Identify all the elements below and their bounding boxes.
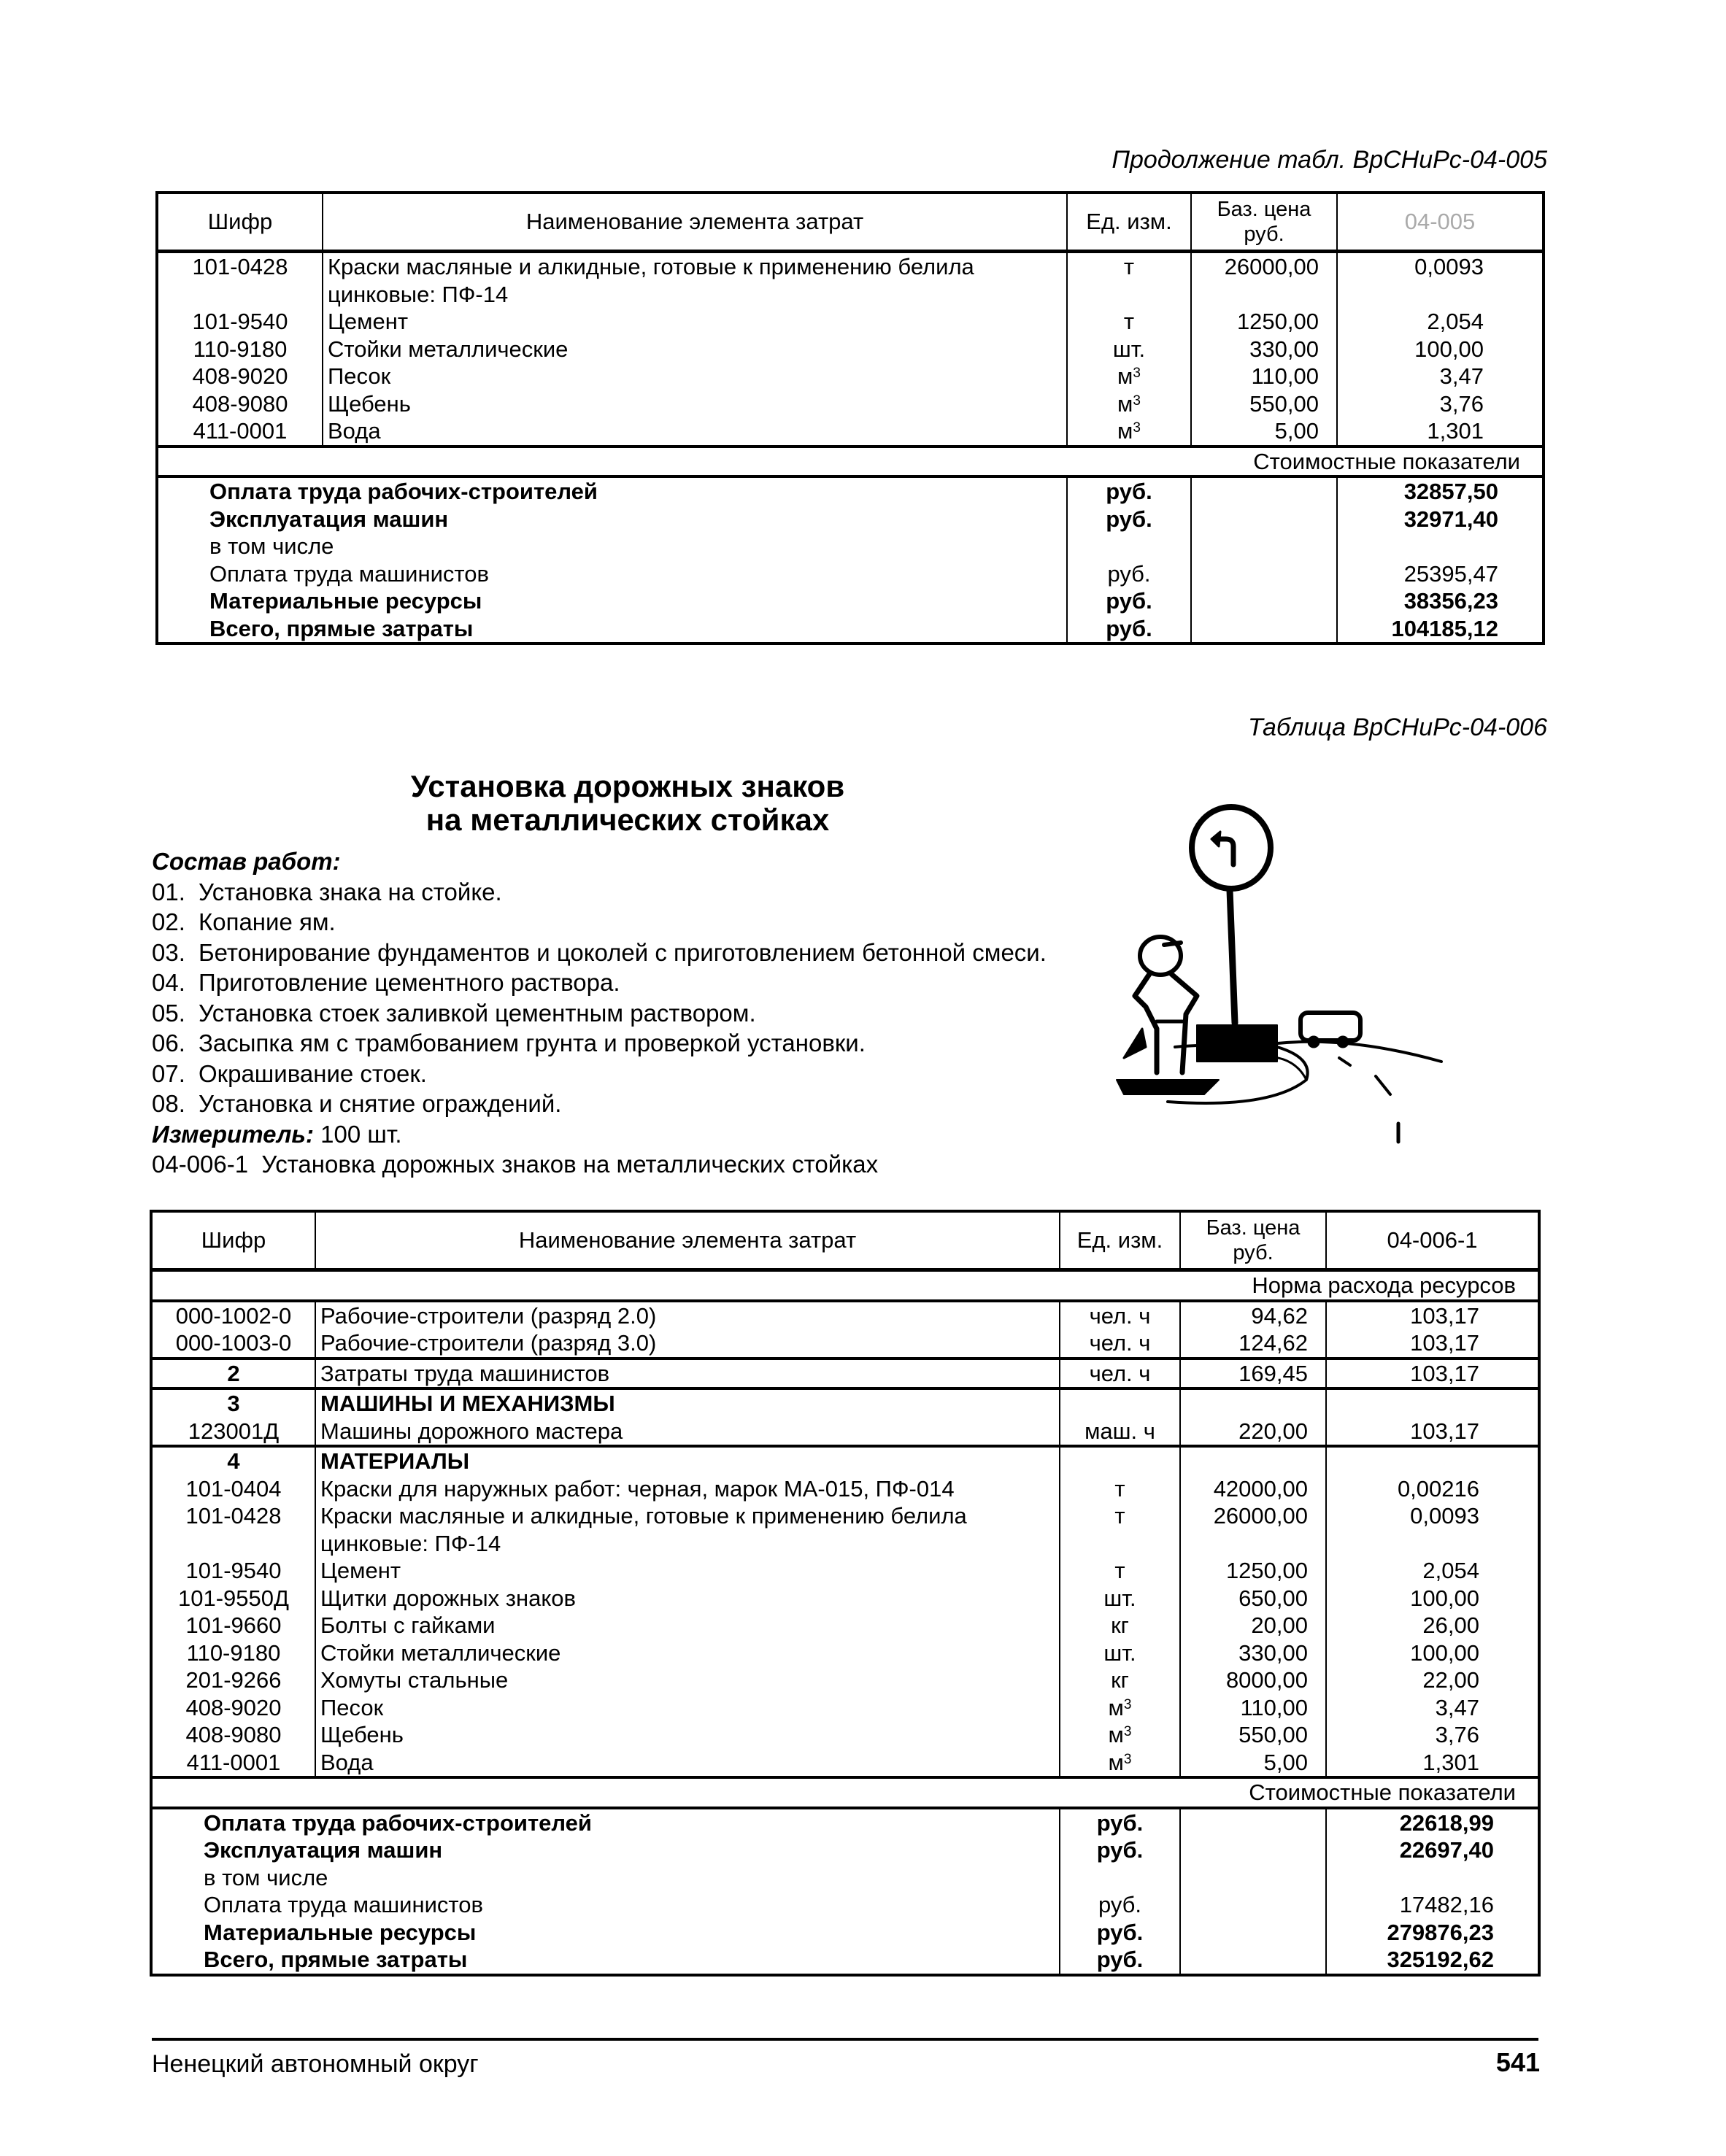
cost-empty [1191, 506, 1337, 533]
cost-empty [1180, 1808, 1326, 1837]
work-composition [152, 846, 1130, 1180]
table-row [151, 1639, 1539, 1667]
cost-section-header [151, 1777, 1539, 1808]
cost-name: в том числе [204, 1864, 328, 1890]
work-item [152, 1059, 1130, 1089]
header-code: Шифр [151, 1211, 315, 1270]
row-code: 101-9550Д [177, 1585, 289, 1611]
cost-value: 325192,62 [1326, 1946, 1539, 1975]
row-code: 000-1002-0 [175, 1302, 292, 1329]
unit-text: шт. [1103, 1639, 1136, 1666]
work-composition-label: Состав работ: [152, 848, 341, 875]
cost-unit: руб. [1067, 506, 1191, 533]
cost-row [157, 615, 1544, 644]
row-unit [1060, 1301, 1180, 1330]
row-name: Цемент [315, 1557, 1060, 1585]
row-name: Щебень [315, 1721, 1060, 1749]
cost-row [157, 587, 1544, 615]
cost-unit: руб. [1060, 1808, 1180, 1837]
row-unit [1060, 1475, 1180, 1503]
unit-text: т [1114, 1558, 1125, 1583]
worker-road-sign-icon [1095, 788, 1576, 1197]
table-header-row [157, 193, 1544, 252]
row-unit [1060, 1749, 1180, 1778]
row-value: 103,17 [1326, 1301, 1539, 1330]
row-code: 411-0001 [186, 1749, 281, 1775]
unit-superscript: 3 [1133, 393, 1141, 409]
row-value: 3,76 [1337, 390, 1544, 418]
header-value: 04-005 [1337, 193, 1544, 252]
cost-row [151, 1808, 1539, 1837]
unit-text: м [1108, 1694, 1124, 1720]
cost-section-label: Стоимостные показатели [157, 447, 1544, 477]
row-unit [1067, 363, 1191, 390]
cost-section-label: Стоимостные показатели [151, 1777, 1539, 1808]
cost-row [157, 533, 1544, 560]
row-value: 0,0093 [1337, 252, 1544, 309]
row-value: 0,00216 [1326, 1475, 1539, 1503]
row-name: Краски масляные и алкидные, готовые к применению белила цинковые: ПФ-14 [315, 1502, 1060, 1557]
cost-name: Всего, прямые затраты [209, 615, 474, 641]
row-price: 550,00 [1191, 390, 1337, 418]
cost-name: Оплата труда рабочих-строителей [204, 1809, 592, 1836]
row-value: 103,17 [1326, 1418, 1539, 1447]
row-unit [1060, 1329, 1180, 1359]
row-name: Вода [323, 417, 1067, 447]
row-price: 220,00 [1180, 1418, 1326, 1447]
header-name: Наименование элемента затрат [315, 1211, 1060, 1270]
table-row [157, 363, 1544, 390]
row-code: 408-9080 [185, 1722, 282, 1747]
cost-value: 32857,50 [1337, 476, 1544, 506]
cost-unit: руб. [1060, 1836, 1180, 1864]
row-unit [1067, 390, 1191, 418]
meter-label: Измеритель: [152, 1120, 314, 1148]
row-value: 2,054 [1326, 1557, 1539, 1585]
header-value: 04-006-1 [1326, 1211, 1539, 1270]
row-code: 101-9660 [185, 1612, 282, 1638]
work-item-number: 06. [152, 1029, 185, 1056]
unit-text: т [1114, 1475, 1125, 1502]
cost-unit: руб. [1060, 1891, 1180, 1919]
cost-section-header [157, 447, 1544, 477]
row-name: Щебень [323, 390, 1067, 418]
row-code: 411-0001 [193, 418, 288, 444]
row-value: 3,76 [1326, 1721, 1539, 1749]
unit-superscript: 3 [1133, 366, 1141, 381]
row-name: Цемент [323, 308, 1067, 336]
table-row [151, 1502, 1539, 1557]
cost-name: Оплата труда машинистов [209, 560, 489, 587]
cost-unit: руб. [1067, 476, 1191, 506]
row-code: 101-0428 [192, 254, 288, 279]
row-code: 110-9180 [193, 336, 288, 362]
row-code: 101-0404 [185, 1475, 282, 1502]
row-code: 408-9020 [185, 1694, 282, 1720]
row-value: 3,47 [1326, 1694, 1539, 1722]
row-code: 101-9540 [192, 309, 288, 334]
row-name: Машины дорожного мастера [315, 1418, 1060, 1447]
row-name: Песок [323, 363, 1067, 390]
cost-unit: руб. [1067, 615, 1191, 644]
cost-unit [1067, 533, 1191, 560]
row-code: 000-1003-0 [175, 1330, 292, 1356]
cost-row [151, 1864, 1539, 1892]
row-code: 201-9266 [185, 1667, 282, 1693]
work-item-text: Приготовление цементного раствора. [199, 969, 620, 996]
row-name: Хомуты стальные [315, 1666, 1060, 1694]
work-item [152, 938, 1130, 968]
work-item-number: 04. [152, 969, 185, 996]
row-unit [1067, 336, 1191, 363]
row-name: Стойки металлические [315, 1639, 1060, 1667]
row-unit [1060, 1502, 1180, 1557]
row-name: Краски масляные и алкидные, готовые к применению белила цинковые: ПФ-14 [323, 252, 1067, 309]
row-price: 94,62 [1180, 1301, 1326, 1330]
row-code: 101-0428 [185, 1503, 282, 1529]
row-name: Вода [315, 1749, 1060, 1778]
row-name: Рабочие-строители (разряд 2.0) [315, 1301, 1060, 1330]
work-item [152, 998, 1130, 1029]
unit-superscript: 3 [1123, 1751, 1132, 1767]
cost-name: Эксплуатация машин [204, 1837, 443, 1863]
unit-text: шт. [1112, 336, 1146, 362]
table-row [151, 1694, 1539, 1722]
row-value: 22,00 [1326, 1666, 1539, 1694]
cost-empty [1191, 560, 1337, 588]
row-value: 100,00 [1326, 1585, 1539, 1612]
row-value: 26,00 [1326, 1612, 1539, 1639]
work-item-number: 01. [152, 878, 185, 905]
table-row [151, 1749, 1539, 1778]
section-title [321, 770, 934, 837]
row-unit [1060, 1585, 1180, 1612]
table-row [151, 1475, 1539, 1503]
cost-row [151, 1891, 1539, 1919]
row-price: 5,00 [1180, 1749, 1326, 1778]
work-item-text: Окрашивание стоек. [199, 1059, 427, 1087]
norm-section-label: Норма расхода ресурсов [151, 1270, 1539, 1301]
meter-value: 100 шт. [314, 1120, 402, 1148]
cost-name: Всего, прямые затраты [204, 1947, 468, 1972]
row-price: 1250,00 [1180, 1557, 1326, 1585]
unit-text: чел. ч [1089, 1330, 1151, 1356]
unit-text: кг [1111, 1612, 1129, 1638]
cost-unit: руб. [1060, 1919, 1180, 1947]
row-unit [1060, 1418, 1180, 1447]
row-value: 1,301 [1326, 1749, 1539, 1778]
cost-name: в том числе [209, 533, 334, 559]
table-row [151, 1418, 1539, 1447]
header-name: Наименование элемента затрат [323, 193, 1067, 252]
work-item [152, 1028, 1130, 1059]
table-row [151, 1301, 1539, 1330]
cost-name: Оплата труда машинистов [204, 1892, 483, 1917]
work-item-text: Установка и снятие ограждений. [199, 1090, 562, 1117]
table-caption: Таблица ВрСНиРс-04-006 [1247, 714, 1547, 741]
row-name: Краски для наружных работ: черная, марок МА-015, ПФ-014 [315, 1475, 1060, 1503]
cost-empty [1180, 1919, 1326, 1947]
row-price: 169,45 [1180, 1359, 1326, 1389]
table-row [157, 336, 1544, 363]
work-item-number: 02. [152, 908, 185, 935]
unit-text: м [1117, 418, 1133, 444]
top-cost-table [155, 191, 1545, 645]
table-row [151, 1721, 1539, 1749]
table-row [151, 1585, 1539, 1612]
meter-line [152, 1119, 1130, 1150]
cost-name: Эксплуатация машин [209, 506, 449, 532]
cost-empty [1191, 587, 1337, 615]
row-price: 110,00 [1191, 363, 1337, 390]
table-row [151, 1666, 1539, 1694]
row-code: 408-9080 [192, 390, 288, 417]
section-heading: МАШИНЫ И МЕХАНИЗМЫ [315, 1388, 1060, 1418]
page-number: 541 [1495, 2047, 1540, 2077]
section-title-line1: Установка дорожных знаков [410, 769, 845, 803]
cost-row [157, 560, 1544, 588]
work-item [152, 877, 1130, 908]
unit-text: т [1114, 1503, 1125, 1529]
cost-value: 38356,23 [1337, 587, 1544, 615]
work-item-number: 07. [152, 1059, 185, 1087]
row-value: 0,0093 [1326, 1502, 1539, 1557]
cost-value: 17482,16 [1326, 1891, 1539, 1919]
row-value: 100,00 [1337, 336, 1544, 363]
work-item-text: Бетонирование фундаментов и цоколей с приготовлением бетонной смеси. [199, 938, 1047, 966]
table-row [151, 1329, 1539, 1359]
row-price: 42000,00 [1180, 1475, 1326, 1503]
section-heading: МАТЕРИАЛЫ [315, 1446, 1060, 1475]
row-unit [1060, 1557, 1180, 1585]
row-unit: чел. ч [1060, 1359, 1180, 1389]
work-item-number: 08. [152, 1090, 185, 1117]
row-value: 1,301 [1337, 417, 1544, 447]
row-code: 101-9540 [185, 1558, 282, 1583]
unit-text: шт. [1103, 1585, 1136, 1611]
section-heading-row [151, 1388, 1539, 1418]
cost-value: 22618,99 [1326, 1808, 1539, 1837]
table-header-row [151, 1211, 1539, 1270]
cost-empty [1180, 1864, 1326, 1892]
unit-superscript: 3 [1133, 420, 1141, 436]
row-code: 2 [151, 1359, 315, 1389]
row-value: 3,47 [1337, 363, 1544, 390]
road-sign-illustration [1095, 788, 1576, 1197]
row-value: 2,054 [1337, 308, 1544, 336]
unit-text: м [1117, 363, 1133, 389]
work-item-text: Засыпка ям с трамбованием грунта и проверкой установки. [199, 1029, 866, 1056]
cost-unit: руб. [1067, 587, 1191, 615]
row-price: 20,00 [1180, 1612, 1326, 1639]
work-item-number: 05. [152, 999, 185, 1027]
row-unit [1060, 1666, 1180, 1694]
work-item [152, 1089, 1130, 1119]
footer-divider [152, 2038, 1538, 2041]
cost-unit: руб. [1060, 1946, 1180, 1975]
row-price: 110,00 [1180, 1694, 1326, 1722]
cost-value: 22697,40 [1326, 1836, 1539, 1864]
section-code: 3 [151, 1388, 315, 1418]
row-unit [1067, 308, 1191, 336]
unit-text: маш. ч [1084, 1418, 1155, 1444]
row-price: 26000,00 [1180, 1502, 1326, 1557]
table-row [157, 252, 1544, 309]
unit-text: м [1117, 390, 1133, 417]
table-row [151, 1557, 1539, 1585]
row-price: 5,00 [1191, 417, 1337, 447]
work-item [152, 907, 1130, 938]
cost-value: 32971,40 [1337, 506, 1544, 533]
cost-row [151, 1946, 1539, 1975]
norm-line: 04-006-1 Установка дорожных знаков на металлических стойках [152, 1151, 879, 1178]
unit-superscript: 3 [1123, 1696, 1132, 1712]
row-unit [1060, 1721, 1180, 1749]
row-value: 103,17 [1326, 1329, 1539, 1359]
row-price: 650,00 [1180, 1585, 1326, 1612]
row-value: 100,00 [1326, 1639, 1539, 1667]
unit-text: т [1123, 309, 1135, 334]
work-item-text: Установка стоек заливкой цементным раствором. [199, 999, 756, 1027]
row-unit [1060, 1694, 1180, 1722]
cost-value [1326, 1864, 1539, 1892]
cost-empty [1180, 1946, 1326, 1975]
cost-row [151, 1836, 1539, 1864]
work-item-number: 03. [152, 938, 185, 966]
row-unit [1060, 1639, 1180, 1667]
row-price: 124,62 [1180, 1329, 1326, 1359]
row-unit [1060, 1612, 1180, 1639]
row-price: 550,00 [1180, 1721, 1326, 1749]
row-name: Болты с гайками [315, 1612, 1060, 1639]
unit-text: т [1123, 254, 1135, 279]
cost-empty [1180, 1836, 1326, 1864]
section-title-line2: на металлических стойках [425, 803, 830, 837]
row-name: Песок [315, 1694, 1060, 1722]
cost-unit: руб. [1067, 560, 1191, 588]
work-item-text: Установка знака на стойке. [199, 878, 502, 905]
row-price: 330,00 [1180, 1639, 1326, 1667]
table-row [151, 1359, 1539, 1389]
row-code: 110-9180 [186, 1639, 281, 1666]
table-row [157, 308, 1544, 336]
unit-text: м [1108, 1722, 1124, 1747]
continuation-caption: Продолжение табл. ВрСНиРс-04-005 [1112, 146, 1547, 174]
row-price: 8000,00 [1180, 1666, 1326, 1694]
cost-name: Материальные ресурсы [209, 588, 482, 614]
cost-value [1337, 533, 1544, 560]
row-name: Рабочие-строители (разряд 3.0) [315, 1329, 1060, 1359]
cost-empty [1191, 615, 1337, 644]
cost-row [151, 1919, 1539, 1947]
cost-value: 104185,12 [1337, 615, 1544, 644]
header-code: Шифр [157, 193, 323, 252]
row-code: 408-9020 [192, 363, 288, 389]
table-row [157, 390, 1544, 418]
cost-empty [1191, 533, 1337, 560]
work-item-text: Копание ям. [199, 908, 336, 935]
table-row [157, 417, 1544, 447]
row-price: 1250,00 [1191, 308, 1337, 336]
cost-empty [1180, 1891, 1326, 1919]
unit-superscript: 3 [1123, 1724, 1132, 1739]
row-unit [1067, 252, 1191, 309]
table-row [151, 1612, 1539, 1639]
cost-value: 279876,23 [1326, 1919, 1539, 1947]
footer-region: Ненецкий автономный округ [152, 2050, 479, 2078]
unit-text: чел. ч [1089, 1302, 1151, 1329]
unit-text: кг [1111, 1667, 1129, 1693]
cost-row [157, 506, 1544, 533]
header-unit: Ед. изм. [1060, 1211, 1180, 1270]
cost-value: 25395,47 [1337, 560, 1544, 588]
cost-empty [1191, 476, 1337, 506]
cost-row [157, 476, 1544, 506]
row-unit [1067, 417, 1191, 447]
row-price: 330,00 [1191, 336, 1337, 363]
work-item [152, 967, 1130, 998]
section-code: 4 [151, 1446, 315, 1475]
cost-unit [1060, 1864, 1180, 1892]
header-price: Баз. цена руб. [1191, 193, 1337, 252]
main-cost-table [150, 1210, 1541, 1977]
row-value: 103,17 [1326, 1359, 1539, 1389]
header-unit: Ед. изм. [1067, 193, 1191, 252]
cost-name: Оплата труда рабочих-строителей [209, 479, 598, 504]
section-heading-row [151, 1446, 1539, 1475]
header-price: Баз. цена руб. [1180, 1211, 1326, 1270]
cost-name: Материальные ресурсы [204, 1919, 477, 1945]
norm-section-header [151, 1270, 1539, 1301]
row-name: Стойки металлические [323, 336, 1067, 363]
row-name: Затраты труда машинистов [315, 1359, 1060, 1389]
row-name: Щитки дорожных знаков [315, 1585, 1060, 1612]
row-price: 26000,00 [1191, 252, 1337, 309]
row-code: 123001Д [188, 1418, 280, 1444]
unit-text: м [1108, 1749, 1124, 1775]
